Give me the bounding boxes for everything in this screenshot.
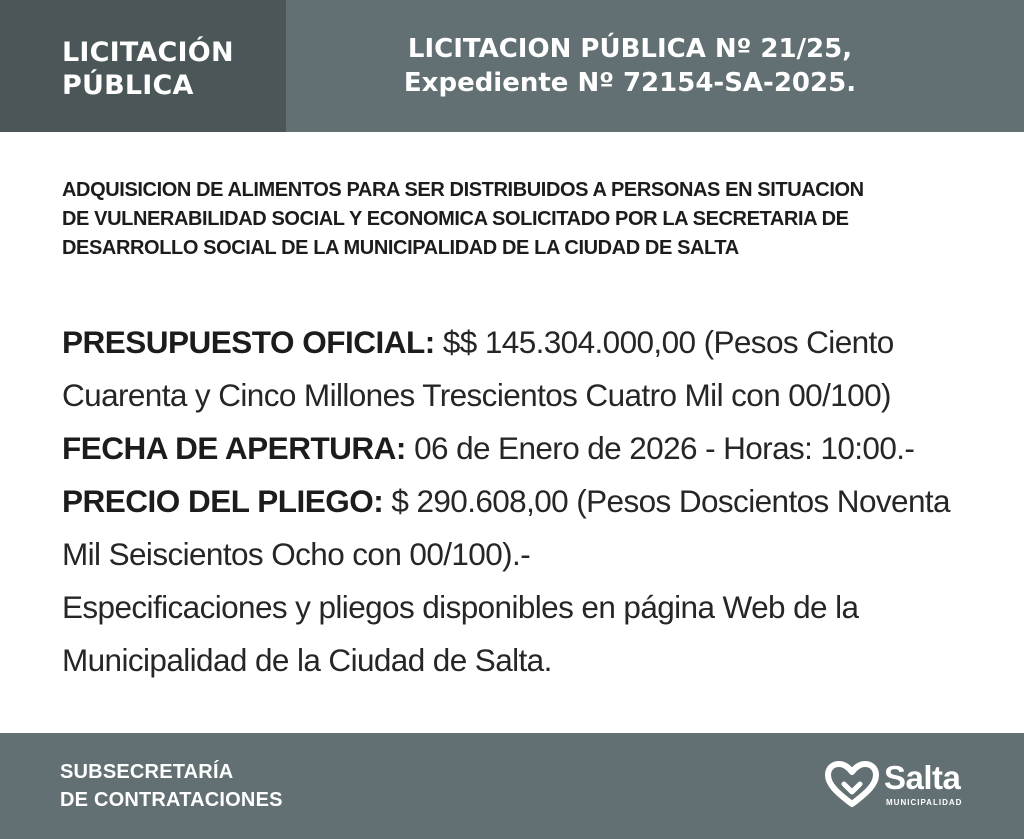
specs-line2: Municipalidad de la Ciudad de Salta. [62,642,552,678]
specs-line1: Especificaciones y pliegos disponibles en página Web de la [62,589,859,625]
budget-value-line2: Cuarenta y Cinco Millones Trescientos Cuatro Mil con 00/100) [62,377,891,413]
tender-details [62,316,1012,687]
price-line [62,475,1012,528]
tender-reference [286,32,974,100]
price-value: $ 290.608,00 (Pesos Doscientos Noventa [383,483,950,519]
tender-subject [62,176,982,263]
header-bar [0,0,1024,132]
budget-line [62,316,1012,369]
subject-line1: ADQUISICION DE ALIMENTOS PARA SER DISTRIBUIDOS A PERSONAS EN SITUACION [62,179,864,201]
price-label: PRECIO DEL PLIEGO: [62,483,384,519]
opening-date-line [62,422,1012,475]
file-number: Expediente Nº 72154-SA-2025. [403,68,857,98]
department-line2: DE CONTRATACIONES [60,789,283,811]
opening-date-label: FECHA DE APERTURA: [62,430,406,466]
tender-number: LICITACION PÚBLICA Nº 21/25, [407,34,853,64]
salta-logo [824,760,984,816]
subject-line2: DE VULNERABILIDAD SOCIAL Y ECONOMICA SOLICITADO POR LA SECRETARIA DE [62,208,849,230]
budget-value: $$ 145.304.000,00 (Pesos Ciento [434,324,894,360]
heart-logo-icon [824,760,880,810]
budget-label: PRESUPUESTO OFICIAL: [62,324,435,360]
department-line1: SUBSECRETARÍA [60,761,234,783]
brand-name: Salta [884,759,961,796]
subject-line3: DESARROLLO SOCIAL DE LA MUNICIPALIDAD DE LA CIUDAD DE SALTA [62,237,739,259]
department-name [60,758,283,814]
footer-bar [0,733,1024,839]
header-title [62,36,277,102]
price-value-line2: Mil Seiscientos Ocho con 00/100).- [62,536,531,572]
header-title-line2: PÚBLICA [62,70,194,101]
header-title-line1: LICITACIÓN [62,37,234,68]
opening-date-value: 06 de Enero de 2026 - Horas: 10:00.- [405,430,915,466]
header-left-block [0,0,286,132]
brand-subtitle: MUNICIPALIDAD [886,798,963,807]
